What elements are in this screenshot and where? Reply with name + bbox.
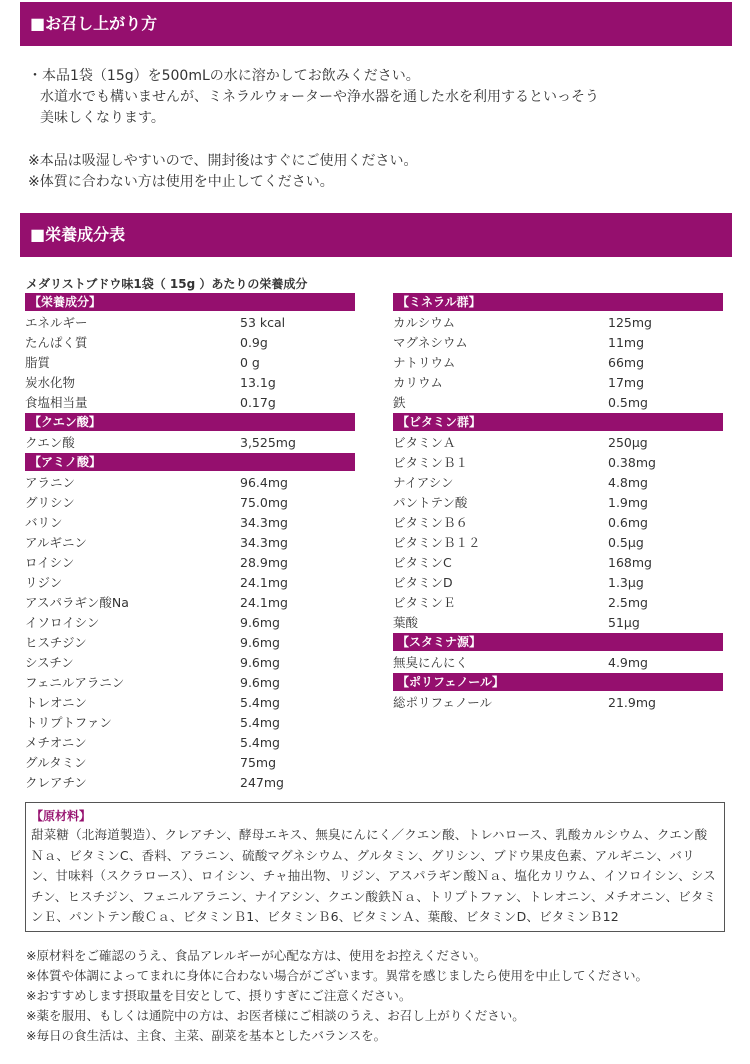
nutrient-value: 168mg — [608, 555, 652, 570]
nutrient-value: 24.1mg — [240, 575, 288, 590]
how-to-block — [28, 66, 728, 193]
nutrition-row — [393, 613, 723, 633]
nutrient-value: 34.3mg — [240, 515, 288, 530]
nutrition-row — [25, 433, 355, 453]
nutrition-category-header: 【ミネラル群】 — [393, 293, 723, 311]
nutrient-value: 5.4mg — [240, 735, 280, 750]
nutrient-name: アスパラギン酸Na — [25, 595, 129, 610]
nutrient-name: ビタミンＥ — [393, 595, 456, 610]
nutrition-row — [25, 633, 355, 653]
nutrient-name: バリン — [25, 515, 63, 530]
nutrient-name: アルギニン — [25, 535, 88, 550]
nutrition-row — [393, 493, 723, 513]
nutrient-name: アラニン — [25, 475, 76, 490]
nutrition-row — [393, 433, 723, 453]
how-to-line: 美味しくなります。 — [40, 110, 165, 126]
nutrition-category-header: 【ビタミン群】 — [393, 413, 723, 431]
nutrition-row — [393, 313, 723, 333]
nutrient-name: クレアチン — [25, 775, 87, 790]
nutrition-row — [393, 453, 723, 473]
nutrition-row — [393, 373, 723, 393]
nutrient-name: ビタミンC — [393, 555, 452, 570]
nutrient-name: トレオニン — [25, 695, 88, 710]
nutrition-row — [25, 473, 355, 493]
nutrition-category-header: 【スタミナ源】 — [393, 633, 723, 651]
nutrition-row — [393, 553, 723, 573]
nutrient-value: 9.6mg — [240, 635, 280, 650]
nutrition-per-serving-title: メダリストブドウ味1袋（ 15g ）あたりの栄養成分 — [26, 277, 308, 291]
nutrition-row — [25, 333, 355, 353]
nutrition-row — [25, 353, 355, 373]
caution-notes — [26, 946, 736, 1046]
nutrition-category-header: 【ポリフェノール】 — [393, 673, 723, 691]
nutrient-value: 17mg — [608, 375, 645, 390]
nutrient-name: 葉酸 — [393, 615, 419, 630]
how-to-line: ・本品1袋（15g）を500mLの水に溶かしてお飲みください。 — [28, 68, 420, 84]
nutrition-row — [393, 573, 723, 593]
nutrition-row — [25, 553, 355, 573]
nutrient-name: 炭水化物 — [25, 375, 76, 390]
nutrient-name: ヒスチジン — [25, 635, 87, 650]
nutrient-name: ビタミンＡ — [393, 435, 456, 450]
nutrition-row — [25, 313, 355, 333]
nutrient-value: 96.4mg — [240, 475, 288, 490]
nutrient-name: リジン — [25, 575, 63, 590]
nutrient-name: ビタミンＢ６ — [393, 515, 469, 530]
nutrient-name: エネルギー — [25, 315, 88, 330]
nutrient-value: 9.6mg — [240, 675, 280, 690]
nutrition-row — [25, 653, 355, 673]
nutrient-value: 51μg — [608, 615, 640, 630]
nutrient-name: メチオニン — [25, 735, 87, 750]
nutrition-row — [25, 733, 355, 753]
ingredients-text: 甜菜糖（北海道製造）、クレアチン、酵母エキス、無臭にんにく／クエン酸、トレハロース、乳酸カルシウム、クエン酸Ｎａ、ビタミンC、香料、アラニン、硫酸マグネシウム、グルタミン、グリシン、ブドウ果皮色素、アルギニン、バリン、甘味料（スクラロース）、ロイシン、チャ抽出物、リジン、アスパラギン酸Ｎａ、塩化カリウム、イソロイシン、シスチン、ヒスチジン、フェニルアラニン、ナイアシン、クエン酸鉄Ｎａ、トリプトファン、トレオニン、メチオニン、ビタミンＥ、パントテン酸Ｃａ、ビタミンＢ1、ビタミンＢ6、ビタミンＡ、葉酸、ビタミンD、ビタミンＢ12 — [31, 827, 717, 924]
nutrient-name: ビタミンＢ１ — [393, 455, 469, 470]
nutrient-value: 0.9g — [240, 335, 268, 350]
caution-note: ※毎日の食生活は、主食、主菜、副菜を基本としたバランスを。 — [26, 1028, 387, 1043]
nutrition-category-header: 【クエン酸】 — [25, 413, 355, 431]
caution-note: ※薬を服用、もしくは通院中の方は、お医者様にご相談のうえ、お召し上がりください。 — [26, 1008, 525, 1023]
nutrient-value: 0.38mg — [608, 455, 656, 470]
caution-note: ※おすすめします摂取量を目安として、摂りすぎにご注意ください。 — [26, 988, 412, 1003]
nutrient-value: 75.0mg — [240, 495, 288, 510]
nutrition-row — [25, 533, 355, 553]
nutrition-row — [393, 653, 723, 673]
nutrient-name: グルタミン — [25, 755, 87, 770]
nutrient-name: 食塩相当量 — [25, 395, 88, 410]
nutrient-value: 28.9mg — [240, 555, 288, 570]
nutrient-value: 247mg — [240, 775, 284, 790]
nutrient-value: 75mg — [240, 755, 277, 770]
nutrient-name: シスチン — [25, 655, 74, 670]
nutrition-row — [25, 373, 355, 393]
nutrition-row — [25, 753, 355, 773]
nutrient-name: ロイシン — [25, 555, 75, 570]
nutrient-name: 総ポリフェノール — [393, 695, 493, 710]
nutrition-row — [25, 613, 355, 633]
nutrient-name: たんぱく質 — [25, 335, 88, 350]
nutrient-name: カルシウム — [393, 315, 456, 330]
caution-note: ※原材料をご確認のうえ、食品アレルギーが心配な方は、使用をお控えください。 — [26, 948, 487, 963]
nutrient-name: 無臭にんにく — [393, 655, 469, 670]
ingredients-title: 【原材料】 — [31, 809, 92, 823]
nutrient-value: 66mg — [608, 355, 645, 370]
nutrient-value: 0.6mg — [608, 515, 648, 530]
nutrient-value: 1.3μg — [608, 575, 644, 590]
nutrient-name: トリプトファン — [25, 715, 112, 730]
how-to-note: ※体質に合わない方は使用を中止してください。 — [28, 174, 334, 190]
nutrient-value: 125mg — [608, 315, 652, 330]
nutrition-row — [393, 693, 723, 713]
nutrient-value: 4.8mg — [608, 475, 648, 490]
nutrition-row — [393, 593, 723, 613]
nutrition-row — [25, 393, 355, 413]
nutrient-value: 0.5mg — [608, 395, 648, 410]
nutrition-row — [393, 393, 723, 413]
nutrient-value: 5.4mg — [240, 715, 280, 730]
nutrition-category-header: 【栄養成分】 — [25, 293, 355, 311]
nutrient-value: 53 kcal — [240, 315, 286, 330]
nutrition-column-right — [393, 293, 723, 713]
nutrient-value: 0 g — [240, 355, 260, 370]
nutrient-name: ナトリウム — [393, 355, 456, 370]
nutrient-value: 4.9mg — [608, 655, 648, 670]
nutrient-value: 9.6mg — [240, 615, 280, 630]
nutrient-value: 9.6mg — [240, 655, 280, 670]
nutrition-row — [25, 773, 355, 793]
nutrition-row — [393, 473, 723, 493]
nutrient-name: パントテン酸 — [393, 495, 468, 510]
nutrient-name: 鉄 — [393, 395, 406, 410]
nutrient-name: 脂質 — [25, 355, 51, 370]
nutrient-value: 5.4mg — [240, 695, 280, 710]
nutrition-header: ■栄養成分表 — [20, 213, 732, 257]
nutrient-value: 3,525mg — [240, 435, 296, 450]
nutrition-row — [25, 673, 355, 693]
nutrient-value: 0.17g — [240, 395, 276, 410]
nutrient-value: 0.5μg — [608, 535, 644, 550]
nutrition-row — [25, 513, 355, 533]
nutrient-name: カリウム — [393, 375, 443, 390]
how-to-header: ■お召し上がり方 — [20, 2, 732, 46]
nutrition-category-header: 【アミノ酸】 — [25, 453, 355, 471]
nutrient-value: 21.9mg — [608, 695, 656, 710]
nutrient-name: グリシン — [25, 495, 75, 510]
nutrition-column-left — [25, 293, 355, 793]
nutrition-row — [25, 493, 355, 513]
nutrient-name: ビタミンD — [393, 575, 453, 590]
nutrient-name: クエン酸 — [25, 435, 75, 450]
nutrition-row — [393, 353, 723, 373]
nutrient-value: 34.3mg — [240, 535, 288, 550]
nutrition-row — [25, 573, 355, 593]
nutrition-row — [393, 333, 723, 353]
nutrient-name: ナイアシン — [393, 475, 454, 490]
nutrient-value: 11mg — [608, 335, 645, 350]
nutrient-value: 250μg — [608, 435, 648, 450]
nutrient-value: 2.5mg — [608, 595, 648, 610]
nutrient-value: 24.1mg — [240, 595, 288, 610]
nutrient-value: 1.9mg — [608, 495, 648, 510]
nutrient-name: マグネシウム — [393, 335, 468, 350]
nutrition-row — [393, 533, 723, 553]
nutrition-row — [25, 713, 355, 733]
nutrient-name: フェニルアラニン — [25, 675, 125, 690]
ingredients-box — [25, 802, 725, 932]
caution-note: ※体質や体調によってまれに身体に合わない場合がございます。異常を感じましたら使用を中止してください。 — [26, 968, 648, 983]
nutrient-name: イソロイシン — [25, 615, 100, 630]
nutrition-row — [393, 513, 723, 533]
nutrient-value: 13.1g — [240, 375, 276, 390]
how-to-note: ※本品は吸湿しやすいので、開封後はすぐにご使用ください。 — [28, 153, 418, 169]
nutrient-name: ビタミンＢ１２ — [393, 535, 481, 550]
nutrition-row — [25, 693, 355, 713]
nutrition-row — [25, 593, 355, 613]
how-to-line: 水道水でも構いませんが、ミネラルウォーターや浄水器を通した水を利用するといっそう — [40, 89, 600, 105]
